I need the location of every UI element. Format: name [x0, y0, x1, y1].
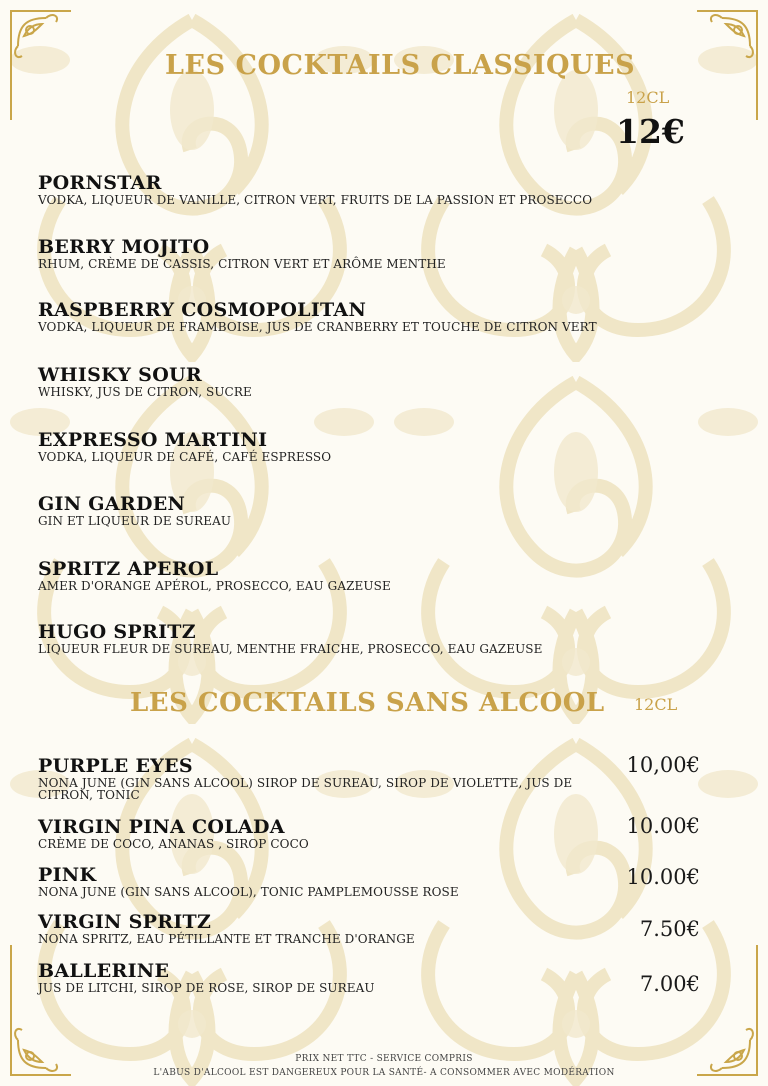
- item-name: HUGO SPRITZ: [38, 621, 196, 643]
- item-description: VODKA, LIQUEUR DE FRAMBOISE, JUS DE CRANBERRY ET TOUCHE DE CITRON VERT: [38, 320, 597, 334]
- item-name: PINK: [38, 864, 97, 886]
- menu-item: [38, 913, 638, 945]
- item-description: LIQUEUR FLEUR DE SUREAU, MENTHE FRAICHE, PROSECCO, EAU GAZEUSE: [38, 642, 543, 656]
- item-name: RASPBERRY COSMOPOLITAN: [38, 299, 367, 321]
- left-border-bottom: [10, 945, 12, 1015]
- menu-item: [38, 366, 638, 398]
- item-price: 10.00€: [626, 865, 700, 889]
- item-price: 10,00€: [626, 753, 700, 777]
- item-description: NONA SPRITZ, EAU PÉTILLANTE ET TRANCHE D'ORANGE: [38, 932, 415, 946]
- item-description: NONA JUNE (GIN SANS ALCOOL), TONIC PAMPLEMOUSSE ROSE: [38, 885, 459, 899]
- item-name: EXPRESSO MARTINI: [38, 429, 268, 451]
- menu-item: [38, 866, 638, 898]
- item-price: 7.50€: [639, 917, 700, 941]
- item-name: GIN GARDEN: [38, 493, 186, 515]
- item-price: 10.00€: [626, 814, 700, 838]
- gold-flourish-corner-icon: [692, 6, 762, 76]
- item-name: VIRGIN PINA COLADA: [38, 816, 285, 838]
- footer-alcohol-warning: L'ABUS D'ALCOOL EST DANGEREUX POUR LA SANTÉ- A CONSOMMER AVEC MODÉRATION: [153, 1068, 615, 1078]
- classic-price: 12€: [616, 112, 685, 151]
- item-description: VODKA, LIQUEUR DE CAFÉ, CAFÉ ESPRESSO: [38, 450, 332, 464]
- menu-item: [38, 623, 638, 655]
- left-border-top: [10, 70, 12, 120]
- item-description: JUS DE LITCHI, SIROP DE ROSE, SIROP DE SUREAU: [38, 981, 375, 995]
- menu-item: [38, 495, 638, 527]
- item-description: RHUM, CRÈME DE CASSIS, CITRON VERT ET ARÔME MENTHE: [38, 257, 446, 271]
- right-border-bottom: [756, 945, 758, 1015]
- classic-volume-label: 12CL: [626, 88, 670, 107]
- menu-item: [38, 431, 638, 463]
- item-description: VODKA, LIQUEUR DE VANILLE, CITRON VERT, FRUITS DE LA PASSION ET PROSECCO: [38, 193, 593, 207]
- non-alcoholic-section-title: LES COCKTAILS SANS ALCOOL: [130, 688, 605, 718]
- menu-item: [38, 301, 638, 333]
- item-name: VIRGIN SPRITZ: [38, 911, 212, 933]
- item-name: PORNSTAR: [38, 172, 162, 194]
- item-price: 7.00€: [639, 972, 700, 996]
- right-border-top: [756, 70, 758, 120]
- menu-item: [38, 560, 638, 592]
- item-name: PURPLE EYES: [38, 755, 193, 777]
- item-description: GIN ET LIQUEUR DE SUREAU: [38, 514, 232, 528]
- menu-item: [38, 962, 638, 994]
- footer-price-note: PRIX NET TTC - SERVICE COMPRIS: [295, 1054, 473, 1064]
- menu-item: [38, 757, 618, 801]
- gold-flourish-corner-icon: [6, 6, 76, 76]
- item-name: WHISKY SOUR: [38, 364, 203, 386]
- menu-item: [38, 174, 638, 206]
- classic-section-title: LES COCKTAILS CLASSIQUES: [165, 50, 636, 81]
- menu-item: [38, 818, 638, 850]
- item-description: AMER D'ORANGE APÉROL, PROSECCO, EAU GAZEUSE: [38, 579, 391, 593]
- item-description: CRÈME DE COCO, ANANAS , SIROP COCO: [38, 837, 309, 851]
- menu-item: [38, 238, 638, 270]
- item-description: NONA JUNE (GIN SANS ALCOOL) SIROP DE SUREAU, SIROP DE VIOLETTE, JUS DE CITRON, TONIC: [38, 776, 573, 802]
- item-description: WHISKY, JUS DE CITRON, SUCRE: [38, 385, 252, 399]
- item-name: BERRY MOJITO: [38, 236, 210, 258]
- item-name: BALLERINE: [38, 960, 170, 982]
- non-alcoholic-volume-label: 12CL: [634, 695, 678, 714]
- item-name: SPRITZ APEROL: [38, 558, 219, 580]
